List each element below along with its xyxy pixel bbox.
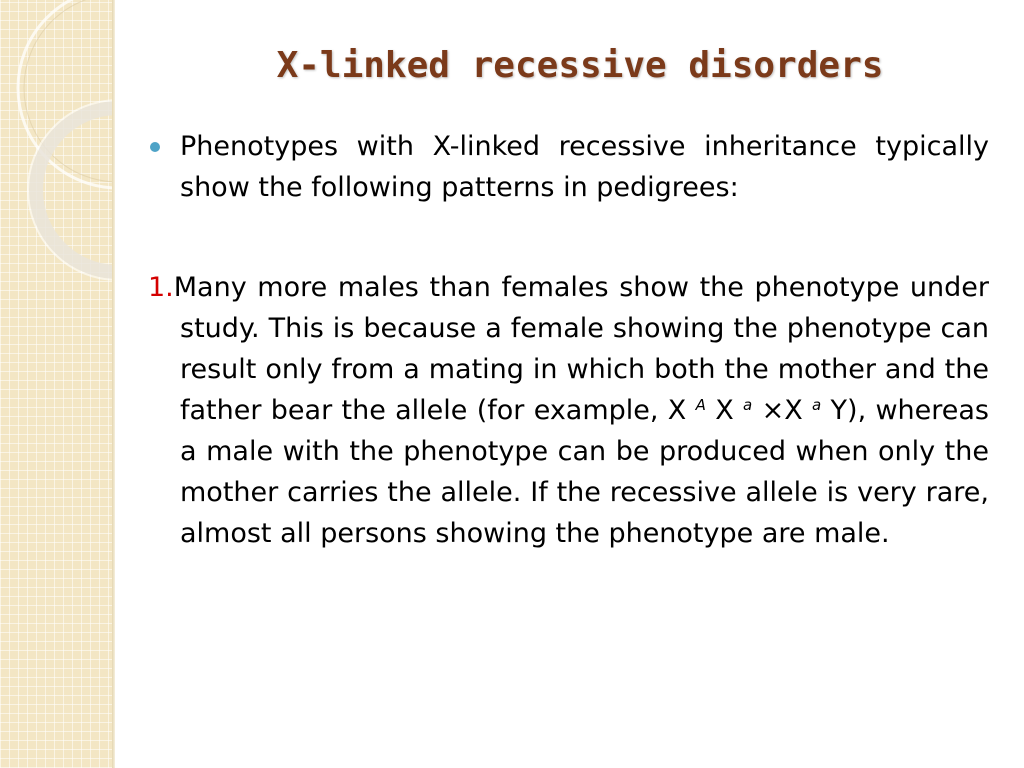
point-text-start: Many more males than females show the phenotype under study. This is because a female showing the phenotype can result only from a mating in which both the mother and the father bear the allele (for example, X — [173, 272, 989, 426]
side-panel-edge — [112, 0, 115, 768]
allele-superscript-A: A — [695, 396, 706, 414]
bullet-item — [148, 126, 989, 208]
allele-superscript-a-2: a — [812, 396, 822, 414]
numbered-point — [148, 267, 989, 554]
decorative-rings — [0, 0, 112, 768]
paragraph-spacer — [148, 208, 989, 267]
allele-superscript-a-1: a — [743, 396, 753, 414]
slide-title: X-linked recessive disorders — [276, 45, 884, 86]
point-text-end: Y), whereas a male with the phenotype can be produced when only the mother carries the allele. If the recessive allele is very rare, almost all persons showing the phenotype are male. — [180, 395, 990, 549]
slide-content — [148, 126, 989, 554]
decorative-side-panel — [0, 0, 112, 768]
point-text-mid-2: ×X — [752, 395, 813, 426]
bullet-icon — [150, 142, 160, 152]
point-number: 1. — [148, 272, 174, 303]
bullet-text: Phenotypes with X-linked recessive inheritance typically show the following patterns in pedigrees: — [180, 131, 989, 203]
point-text-mid-1: X — [705, 395, 744, 426]
decorative-ring-large — [18, 0, 112, 188]
